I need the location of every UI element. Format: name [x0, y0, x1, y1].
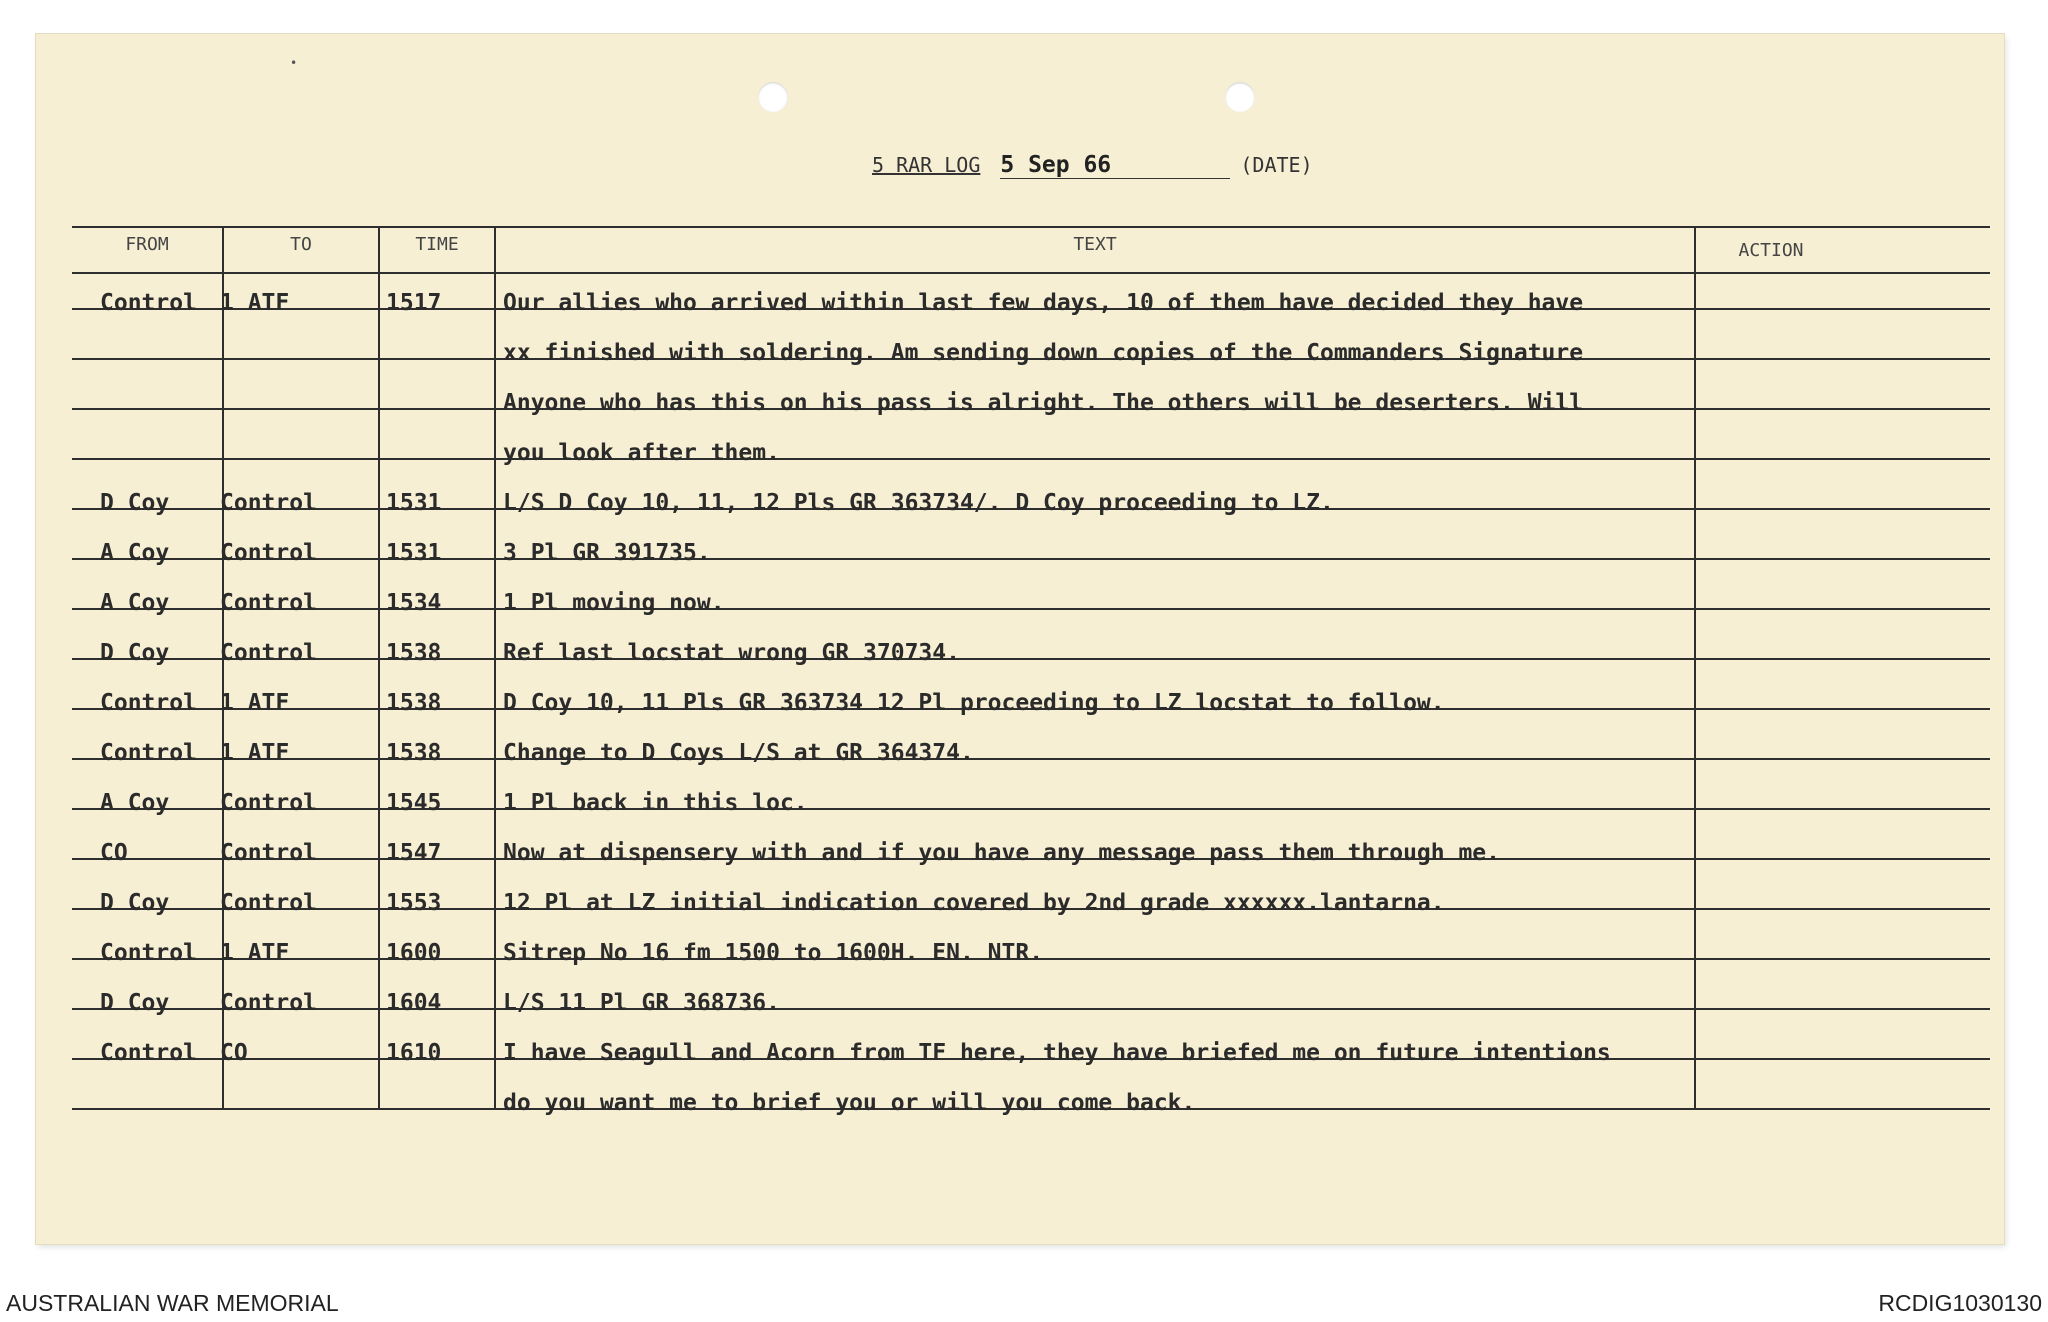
entry-to: 1 ATF [220, 690, 290, 716]
entry-to: CO [220, 1040, 248, 1066]
entry-time: 1545 [386, 790, 442, 816]
line-rule [72, 808, 1990, 810]
entry-text-line: I have Seagull and Acorn from TF here, they have briefed me on future intentions [503, 1040, 1611, 1066]
ink-mark: • [290, 56, 298, 70]
entry-time: 1604 [386, 990, 442, 1016]
line-rule [72, 458, 1990, 460]
entry-from: D Coy [100, 990, 170, 1016]
header-text: TEXT [1073, 234, 1117, 255]
log-sheet [36, 34, 2004, 1244]
entry-text-line: L/S 11 Pl GR 368736. [503, 990, 780, 1016]
entry-to: Control [220, 790, 317, 816]
footer-id: RCDIG1030130 [1878, 1290, 2042, 1316]
entry-from: Control [100, 940, 197, 966]
entry-from: D Coy [100, 890, 170, 916]
entry-to: 1 ATF [220, 290, 290, 316]
line-rule [72, 1008, 1990, 1010]
entry-to: Control [220, 640, 317, 666]
entry-from: A Coy [100, 540, 170, 566]
entry-from: Control [100, 740, 197, 766]
entry-to: Control [220, 490, 317, 516]
line-rule [72, 758, 1990, 760]
entry-text-line: you look after them. [503, 440, 780, 466]
entry-to: Control [220, 840, 317, 866]
entry-text-line: do you want me to brief you or will you come back. [503, 1090, 1196, 1116]
entry-from: D Coy [100, 490, 170, 516]
entry-time: 1538 [386, 640, 442, 666]
table-rule [72, 272, 1990, 274]
log-date: 5 Sep 66 [1000, 152, 1230, 179]
entry-text-line: Our allies who arrived within last few days, 10 of them have decided they have [503, 290, 1584, 316]
entry-time: 1534 [386, 590, 442, 616]
entry-from: A Coy [100, 790, 170, 816]
entry-text-line: L/S D Coy 10, 11, 12 Pls GR 363734/. D Coy proceeding to LZ. [503, 490, 1334, 516]
entry-text-line: D Coy 10, 11 Pls GR 363734 12 Pl proceeding to LZ locstat to follow. [503, 690, 1445, 716]
entry-to: Control [220, 590, 317, 616]
entry-text-line: Now at dispensery with and if you have any message pass them through me. [503, 840, 1500, 866]
log-header [872, 152, 1313, 179]
table-rule [72, 226, 1990, 228]
line-rule [72, 608, 1990, 610]
entry-text-line: Change to D Coys L/S at GR 364374. [503, 740, 974, 766]
entry-time: 1531 [386, 540, 442, 566]
entry-from: CO [100, 840, 128, 866]
entry-text-line: Anyone who has this on his pass is alright. The others will be deserters. Will [503, 390, 1584, 416]
entry-time: 1553 [386, 890, 442, 916]
log-title: 5 RAR LOG [872, 153, 981, 177]
entry-to: Control [220, 540, 317, 566]
entry-from: Control [100, 1040, 197, 1066]
entry-text-line: 12 Pl at LZ initial indication covered by 2nd grade xxxxxx.lantarna. [503, 890, 1445, 916]
entry-to: 1 ATF [220, 940, 290, 966]
punch-hole [1225, 82, 1255, 112]
entry-time: 1538 [386, 740, 442, 766]
entry-time: 1600 [386, 940, 442, 966]
entry-from: D Coy [100, 640, 170, 666]
header-to: TO [290, 234, 312, 255]
entry-text-line: 3 Pl GR 391735. [503, 540, 711, 566]
entry-time: 1531 [386, 490, 442, 516]
footer-source: AUSTRALIAN WAR MEMORIAL [6, 1290, 339, 1316]
header-time: TIME [415, 234, 459, 255]
line-rule [72, 558, 1990, 560]
entry-to: Control [220, 890, 317, 916]
entry-text-line: Sitrep No 16 fm 1500 to 1600H. EN. NTR. [503, 940, 1044, 966]
date-label: (DATE) [1240, 153, 1313, 177]
entry-time: 1547 [386, 840, 442, 866]
entry-time: 1538 [386, 690, 442, 716]
entry-text-line: xx finished with soldering. Am sending down copies of the Commanders Signature [503, 340, 1584, 366]
entry-from: A Coy [100, 590, 170, 616]
entry-from: Control [100, 290, 197, 316]
entry-to: Control [220, 990, 317, 1016]
entry-time: 1517 [386, 290, 442, 316]
entry-from: Control [100, 690, 197, 716]
entry-to: 1 ATF [220, 740, 290, 766]
line-rule [72, 658, 1990, 660]
header-action: ACTION [1738, 240, 1804, 261]
entry-time: 1610 [386, 1040, 442, 1066]
entry-text-line: 1 Pl moving now. [503, 590, 725, 616]
punch-hole [758, 82, 788, 112]
entry-text-line: Ref last locstat wrong GR 370734. [503, 640, 960, 666]
entry-text-line: 1 Pl back in this loc. [503, 790, 808, 816]
header-from: FROM [125, 234, 169, 255]
